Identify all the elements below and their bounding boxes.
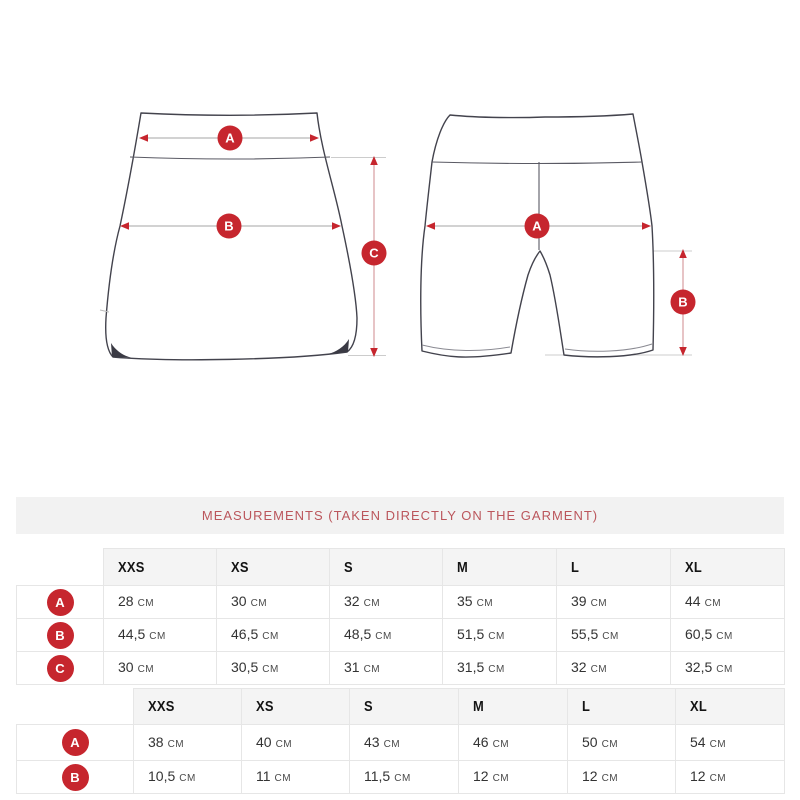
row-label-cell: [17, 761, 134, 794]
value-cell: 43 CM: [350, 725, 459, 761]
row-label-cell: [17, 586, 104, 619]
value-cell: 44,5 CM: [104, 619, 217, 652]
value-cell: 12 CM: [459, 761, 568, 794]
size-header-l: L: [568, 689, 676, 725]
corner-cell: [17, 689, 134, 725]
measure-row-a: [17, 586, 785, 619]
row-label-cell: [17, 652, 104, 685]
value-cell: 11,5 CM: [350, 761, 459, 794]
value-cell: 12 CM: [676, 761, 785, 794]
skirt-size-table: [16, 548, 785, 685]
svg-text:B: B: [678, 294, 688, 310]
measure-row-b: [17, 761, 785, 794]
value-cell: 31 CM: [330, 652, 443, 685]
shorts-front-diagram: [421, 114, 696, 357]
size-header-m: M: [443, 549, 557, 586]
value-cell: 38 CM: [134, 725, 242, 761]
size-header-xl: XL: [676, 689, 785, 725]
svg-text:A: A: [532, 218, 542, 234]
corner-cell: [17, 549, 104, 586]
shorts-marker-b: [671, 290, 696, 315]
value-cell: 54 CM: [676, 725, 785, 761]
measure-marker-a: A: [62, 729, 89, 756]
measure-marker-b: B: [62, 764, 89, 791]
size-header-row: [17, 549, 785, 586]
value-cell: 11 CM: [242, 761, 350, 794]
value-cell: 10,5 CM: [134, 761, 242, 794]
value-cell: 40 CM: [242, 725, 350, 761]
measurements-section-title: [16, 497, 784, 534]
shorts-size-table: [16, 688, 785, 794]
size-header-s: S: [330, 549, 443, 586]
measure-marker-c: C: [47, 655, 74, 682]
row-label-cell: [17, 725, 134, 761]
value-cell: 55,5 CM: [557, 619, 671, 652]
value-cell: 44 CM: [671, 586, 785, 619]
skirt-marker-a: [218, 126, 243, 151]
value-cell: 32 CM: [330, 586, 443, 619]
row-label-cell: [17, 619, 104, 652]
svg-text:B: B: [224, 218, 234, 234]
svg-text:A: A: [225, 130, 235, 146]
value-cell: 30,5 CM: [217, 652, 330, 685]
measure-row-a: [17, 725, 785, 761]
size-header-m: M: [459, 689, 568, 725]
value-cell: 30 CM: [104, 652, 217, 685]
size-header-row: [17, 689, 785, 725]
svg-text:C: C: [369, 245, 379, 261]
value-cell: 32 CM: [557, 652, 671, 685]
value-cell: 32,5 CM: [671, 652, 785, 685]
size-header-l: L: [557, 549, 671, 586]
size-header-s: S: [350, 689, 459, 725]
value-cell: 60,5 CM: [671, 619, 785, 652]
size-header-xs: XS: [242, 689, 350, 725]
measure-row-c: [17, 652, 785, 685]
section-title-text: MEASUREMENTS (TAKEN DIRECTLY ON THE GARMENT): [201, 508, 599, 523]
skirt-marker-c: [362, 241, 387, 266]
value-cell: 31,5 CM: [443, 652, 557, 685]
size-header-xxs: XXS: [104, 549, 217, 586]
value-cell: 48,5 CM: [330, 619, 443, 652]
skirt-marker-b: [217, 214, 242, 239]
measure-marker-a: A: [47, 589, 74, 616]
skirt-front-diagram: [100, 113, 387, 360]
value-cell: 50 CM: [568, 725, 676, 761]
size-header-xs: XS: [217, 549, 330, 586]
value-cell: 46 CM: [459, 725, 568, 761]
value-cell: 46,5 CM: [217, 619, 330, 652]
value-cell: 28 CM: [104, 586, 217, 619]
value-cell: 12 CM: [568, 761, 676, 794]
measure-marker-b: B: [47, 622, 74, 649]
value-cell: 30 CM: [217, 586, 330, 619]
measure-row-b: [17, 619, 785, 652]
value-cell: 35 CM: [443, 586, 557, 619]
value-cell: 39 CM: [557, 586, 671, 619]
size-header-xl: XL: [671, 549, 785, 586]
value-cell: 51,5 CM: [443, 619, 557, 652]
shorts-marker-a: [525, 214, 550, 239]
size-header-xxs: XXS: [134, 689, 242, 725]
